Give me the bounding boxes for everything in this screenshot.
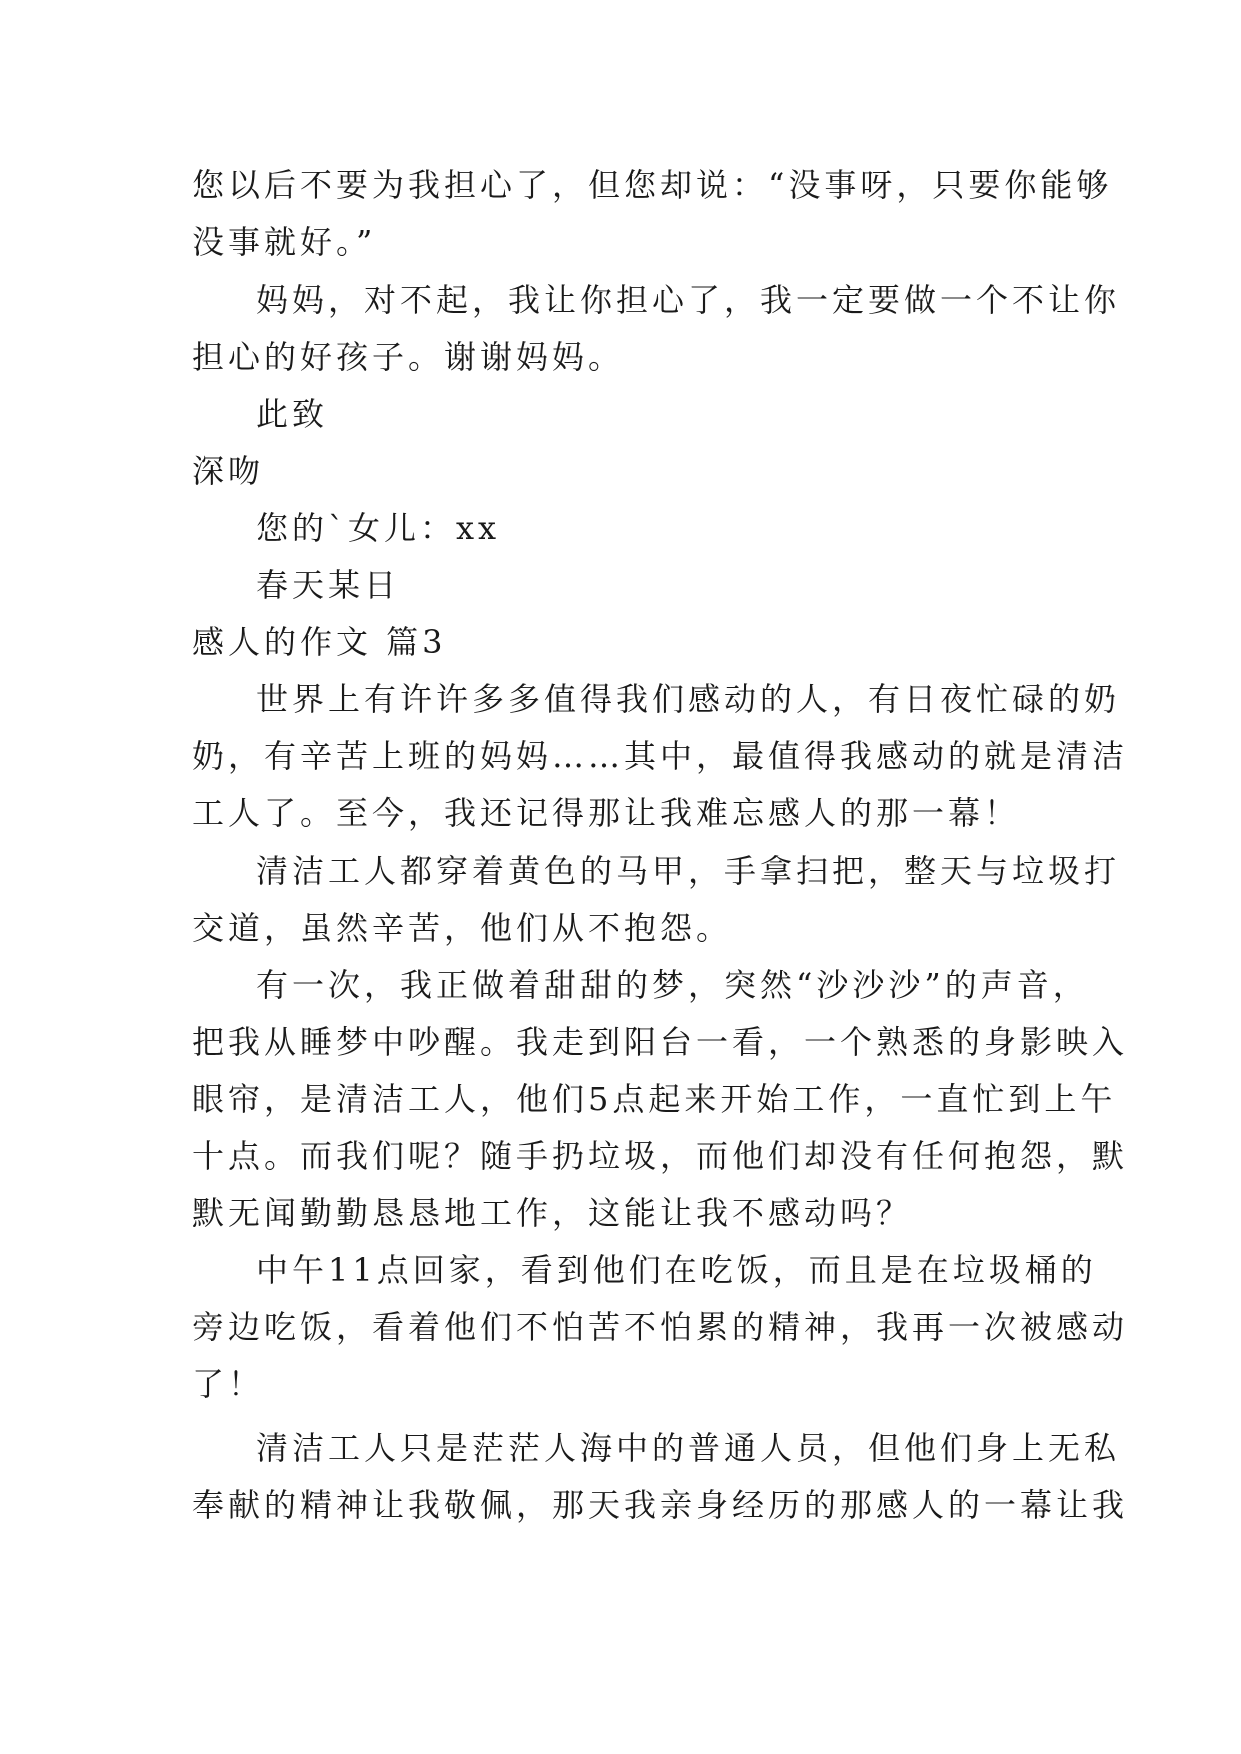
text-line: 交道，虽然辛苦，他们从不抱怨。 <box>192 909 733 947</box>
text-line: 工人了。至今，我还记得那让我难忘感人的那一幕！ <box>192 794 1021 832</box>
text-line: 眼帘，是清洁工人，他们5点起来开始工作，一直忙到上午 <box>192 1080 1117 1118</box>
closing-word: 深吻 <box>192 452 265 490</box>
section-heading: 感人的作文 篇3 <box>192 623 447 661</box>
text-line: 了！ <box>192 1365 265 1403</box>
text-line: 把我从睡梦中吵醒。我走到阳台一看，一个熟悉的身影映入 <box>192 1023 1129 1061</box>
text-line: 旁边吃饭，看着他们不怕苦不怕累的精神，我再一次被感动 <box>192 1308 1129 1346</box>
text-line: 默无闻勤勤恳恳地工作，这能让我不感动吗？ <box>192 1194 913 1232</box>
text-line: 您以后不要为我担心了，但您却说：“没事呀，只要你能够 <box>192 166 1113 204</box>
text-line: 中午11点回家，看到他们在吃饭，而且是在垃圾桶的 <box>256 1251 1097 1289</box>
closing-salutation: 此致 <box>256 395 329 433</box>
date-line: 春天某日 <box>256 566 401 604</box>
text-line: 清洁工人都穿着黄色的马甲，手拿扫把，整天与垃圾打 <box>256 852 1121 890</box>
text-line: 有一次，我正做着甜甜的梦，突然“沙沙沙”的声音， <box>256 966 1089 1004</box>
text-line: 奉献的精神让我敬佩，那天我亲身经历的那感人的一幕让我 <box>192 1486 1129 1524</box>
text-line: 清洁工人只是茫茫人海中的普通人员，但他们身上无私 <box>256 1429 1121 1467</box>
text-line: 十点。而我们呢？随手扔垃圾，而他们却没有任何抱怨，默 <box>192 1137 1129 1175</box>
text-line: 妈妈，对不起，我让你担心了，我一定要做一个不让你 <box>256 281 1121 319</box>
text-line: 担心的好孩子。谢谢妈妈。 <box>192 338 625 376</box>
text-line: 世界上有许许多多值得我们感动的人，有日夜忙碌的奶 <box>256 680 1121 718</box>
text-line: 奶，有辛苦上班的妈妈……其中，最值得我感动的就是清洁 <box>192 737 1129 775</box>
signature: 您的`女儿：xx <box>256 509 501 547</box>
text-line: 没事就好。” <box>192 223 377 261</box>
